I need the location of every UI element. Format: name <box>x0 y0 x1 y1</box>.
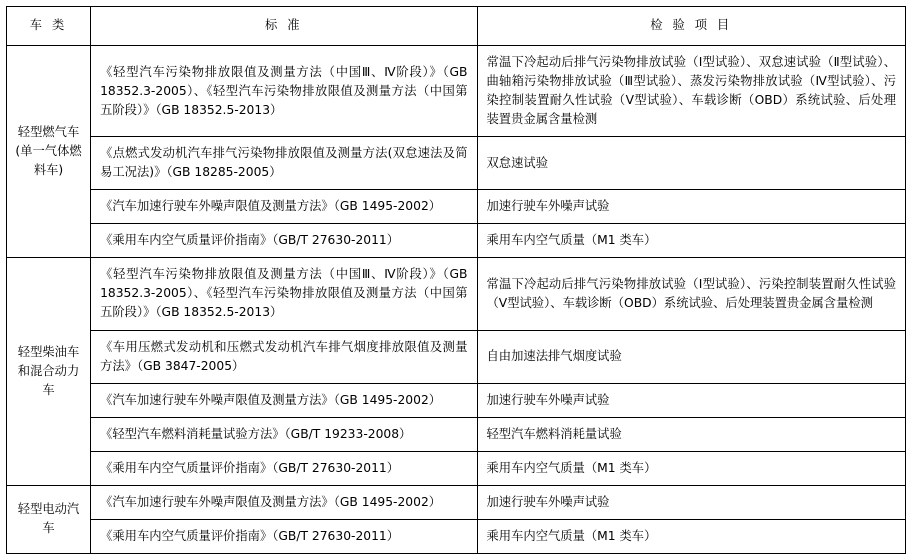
cell-items: 加速行驶车外噪声试验 <box>477 485 906 519</box>
table-row <box>7 451 906 485</box>
cell-items: 乘用车内空气质量（M1 类车） <box>477 224 906 258</box>
cell-items: 乘用车内空气质量（M1 类车） <box>477 451 906 485</box>
cell-items: 乘用车内空气质量（M1 类车） <box>477 519 906 553</box>
table-row <box>7 417 906 451</box>
cell-standard: 《乘用车内空气质量评价指南》（GB/T 27630-2011） <box>91 519 477 553</box>
column-header-category: 车 类 <box>7 7 91 46</box>
cell-items: 加速行驶车外噪声试验 <box>477 190 906 224</box>
table-row <box>7 258 906 330</box>
cell-standard: 《轻型汽车燃料消耗量试验方法》（GB/T 19233-2008） <box>91 417 477 451</box>
table-row <box>7 519 906 553</box>
cell-standard: 《汽车加速行驶车外噪声限值及测量方法》（GB 1495-2002） <box>91 383 477 417</box>
column-header-items: 检 验 项 目 <box>477 7 906 46</box>
cell-standard: 《轻型汽车污染物排放限值及测量方法（中国Ⅲ、Ⅳ阶段）》（GB 18352.3-2005）、《轻型汽车污染物排放限值及测量方法（中国第五阶段）》（GB 18352.5-2013） <box>91 46 477 137</box>
cell-standard: 《汽车加速行驶车外噪声限值及测量方法》（GB 1495-2002） <box>91 485 477 519</box>
cell-items: 双怠速试验 <box>477 137 906 190</box>
cell-standard: 《汽车加速行驶车外噪声限值及测量方法》（GB 1495-2002） <box>91 190 477 224</box>
cell-items: 常温下冷起动后排气污染物排放试验（Ⅰ型试验）、双怠速试验（Ⅱ型试验）、曲轴箱污染物排放试验（Ⅲ型试验）、蒸发污染物排放试验（Ⅳ型试验）、污染控制装置耐久性试验（Ⅴ型试验）、车载诊断（OBD）系统试验、后处理装置贵金属含量检测 <box>477 46 906 137</box>
table-row <box>7 46 906 137</box>
table-row <box>7 190 906 224</box>
row-category-diesel-hybrid-vehicle: 轻型柴油车和混合动力车 <box>7 258 91 485</box>
table-row <box>7 137 906 190</box>
table-row <box>7 224 906 258</box>
table-row <box>7 383 906 417</box>
cell-items: 加速行驶车外噪声试验 <box>477 383 906 417</box>
cell-standard: 《乘用车内空气质量评价指南》（GB/T 27630-2011） <box>91 451 477 485</box>
row-category-gas-vehicle: 轻型燃气车(单一气体燃料车) <box>7 46 91 258</box>
cell-standard: 《轻型汽车污染物排放限值及测量方法（中国Ⅲ、Ⅳ阶段）》（GB 18352.3-2005）、《轻型汽车污染物排放限值及测量方法（中国第五阶段）》（GB 18352.5-2013） <box>91 258 477 330</box>
cell-standard: 《乘用车内空气质量评价指南》（GB/T 27630-2011） <box>91 224 477 258</box>
table-row <box>7 330 906 383</box>
table-header <box>7 7 906 46</box>
cell-standard: 《车用压燃式发动机和压燃式发动机汽车排气烟度排放限值及测量方法》（GB 3847-2005） <box>91 330 477 383</box>
table-row <box>7 485 906 519</box>
vehicle-inspection-table <box>6 6 906 554</box>
table-body <box>7 46 906 554</box>
cell-standard: 《点燃式发动机汽车排气污染物排放限值及测量方法(双怠速法及简易工况法)》（GB 18285-2005） <box>91 137 477 190</box>
cell-items: 轻型汽车燃料消耗量试验 <box>477 417 906 451</box>
cell-items: 常温下冷起动后排气污染物排放试验（Ⅰ型试验）、污染控制装置耐久性试验（Ⅴ型试验）、车载诊断（OBD）系统试验、后处理装置贵金属含量检测 <box>477 258 906 330</box>
row-category-electric-vehicle: 轻型电动汽车 <box>7 485 91 553</box>
column-header-standard: 标 准 <box>91 7 477 46</box>
table-header-row <box>7 7 906 46</box>
cell-items: 自由加速法排气烟度试验 <box>477 330 906 383</box>
